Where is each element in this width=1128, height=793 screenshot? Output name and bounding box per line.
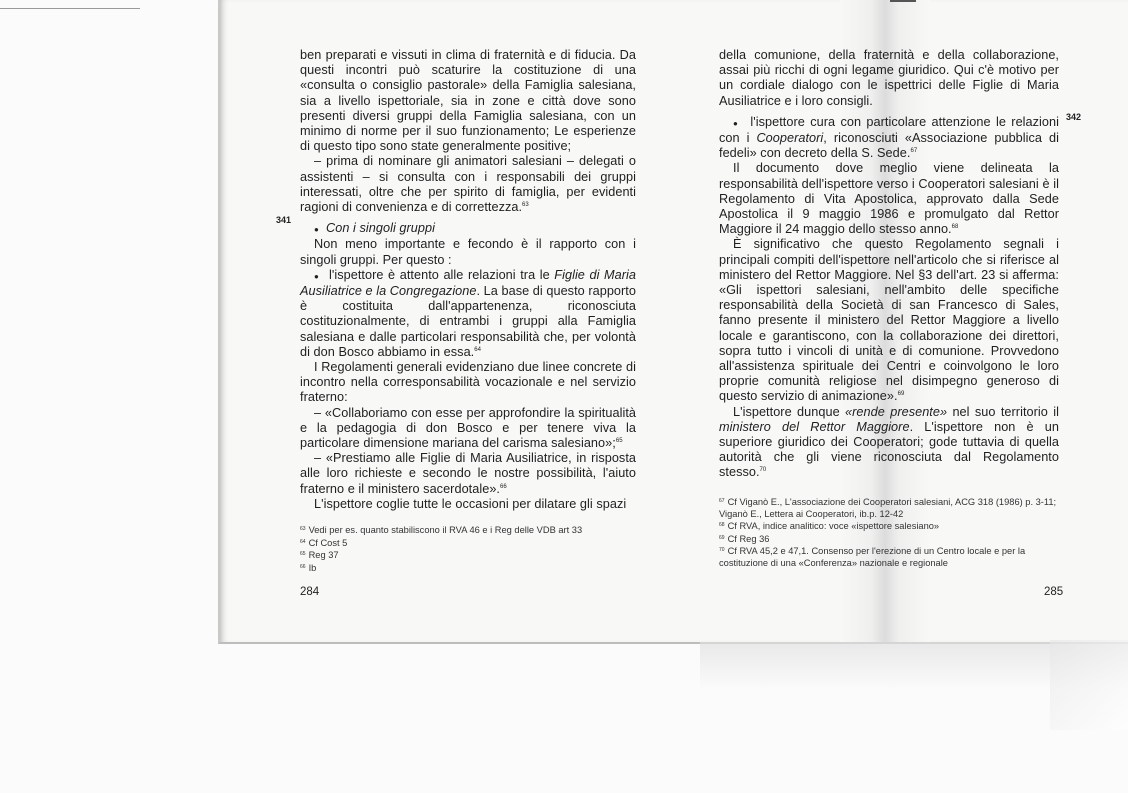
footnote-text: Cf RVA 45,2 e 47,1. Consenso per l'erezione di un Centro locale e per la costituzione di una «Conferenza» nazionale e regionale [719, 546, 1026, 568]
footnote-number: 64 [300, 538, 306, 545]
paragraph: È significativo che questo Regolamento segnali i principali compiti dell'ispettore nell'articolo che si riferisce al ministero del Rettor Maggiore. Nel §3 dell'art. 23 si afferma: «Gli ispettori salesiani, nell'ambito delle specifiche responsabilità della Società di san Francesco di Sales, fanno presente il ministero del Rettor Maggiore a livello locale e garantiscono, con la collaborazione dei direttori, sopra tutto i vincoli di unità e di comunione. Provvedono all'assistenza spirituale dei Centri e coinvolgono le loro proprie comunità religiose nel disimpegno generoso di questo servizio di animazione».$^{69}$ [719, 237, 1059, 404]
corner-shadow [1050, 640, 1128, 730]
footnote-text: Ib [308, 562, 317, 573]
right-margin-number: 342 [1066, 112, 1082, 122]
footnote [300, 562, 636, 575]
footnote-number: 65 [300, 551, 306, 558]
footnote [719, 545, 1059, 569]
left-footnotes [300, 524, 636, 574]
paragraph: ben preparati e vissuti in clima di fraternità e di fiducia. Da questi incontri può scaturire la costituzione di una «consulta o consiglio pastorale» della Famiglia salesiana, sia a livello ispettoriale, sia in zone e città dove sono presenti diversi gruppi della Famiglia salesiana, con un minimo di norme per il suo funzionamento; Le esperienze di questo tipo sono state generalmente positive; [300, 48, 636, 154]
footnote-text: Vedi per es. quanto stabiliscono il RVA 46 e i Reg delle VDB art 33 [308, 525, 583, 535]
footnote-text: Reg 37 [308, 550, 339, 561]
footnote-number: 70 [719, 547, 725, 554]
footnote-number: 68 [719, 522, 725, 529]
footnote-text: Cf Reg 36 [727, 533, 770, 544]
paragraph: ● l'ispettore è attento alle relazioni tra le Figlie di Maria Ausiliatrice e la Congregazione. La base di questo rapporto è costituita dall'appartenenza, riconosciuta costituzionalmente, di entrambi i gruppi alla Famiglia salesiana e dalle particolari responsabilità che, per volontà di don Bosco abbiamo in essa.$^{64}$ [300, 267, 637, 359]
right-footnotes [719, 496, 1059, 570]
spine-mark [890, 0, 916, 14]
left-page-number: 284 [300, 586, 320, 598]
footnote-text: Cf RVA, indice analitico: voce «ispettore salesiano» [727, 521, 940, 532]
footnote [300, 549, 636, 562]
footnote-number: 67 [719, 498, 725, 504]
paragraph: – prima di nominare gli animatori salesiani – delegati o assistenti – si consulta con i responsabili dei gruppi interessati, oltre che per spirito di famiglia, per evidenti ragioni di convenienza e di correttezza.$^{63}$ [300, 154, 636, 215]
paragraph: ● l'ispettore cura con particolare attenzione le relazioni con i Cooperatori, riconosciuti «Associazione pubblica di fedeli» con decreto della S. Sede.$^{67}$ [719, 114, 1059, 161]
right-page-number: 285 [1044, 586, 1064, 598]
footnote-number: 69 [719, 534, 725, 541]
footnote [719, 496, 1059, 520]
footnote [300, 537, 636, 550]
footnote-number: 63 [300, 526, 306, 532]
left-page-text [300, 48, 636, 512]
paragraph: L'ispettore dunque «rende presente» nel suo territorio il ministero del Rettor Maggiore. L'ispettore non è un superiore giuridico dei Cooperatori; gode tuttavia di quella autorità che gli viene riconosciuta dal Regolamento stesso.$^{70}$ [719, 404, 1060, 480]
paragraph: I Regolamenti generali evidenziano due linee concrete di incontro nella corresponsabilità vocazionale e nel servizio fraterno: [300, 360, 636, 405]
footnote [300, 524, 636, 537]
paragraph: Non meno importante e fecondo è il rapporto con i singoli gruppi. Per questo : [300, 237, 636, 267]
footnote [719, 520, 1059, 533]
footnote-number: 66 [300, 563, 306, 570]
paragraph: – «Prestiamo alle Figlie di Maria Ausiliatrice, in risposta alle loro richieste e secondo le nostre possibilità, l'aiuto fraterno e il ministero sacerdotale».$^{66}$ [300, 451, 636, 496]
paragraph: L'ispettore coglie tutte le occasioni per dilatare gli spazi [314, 496, 627, 511]
left-margin-number: 341 [276, 215, 292, 225]
footnote-text: Cf Viganò E., L'associazione dei Cooperatori salesiani, ACG 318 (1986) p. 3-11; Viganò E., Lettera ai Cooperatori, ib.p. 12-42 [719, 497, 1057, 519]
footnote-text: Cf Cost 5 [308, 537, 348, 548]
paragraph: della comunione, della fraternità e della collaborazione, assai più ricchi di ogni legame giuridico. Qui c'è motivo per un cordiale dialogo con le ispettrici delle Figlie di Maria Ausiliatrice e i loro consigli. [719, 48, 1059, 108]
paragraph: Il documento dove meglio viene delineata la responsabilità dell'ispettore verso i Cooperatori salesiani è il Regolamento di Vita Apostolica, approvato dalla Sede Apostolica il 9 maggio 1986 e promulgato dal Rettor Maggiore il 24 maggio dello stesso anno.$^{68}$ [719, 161, 1059, 237]
right-page-text [719, 48, 1059, 481]
paragraph: ● Con i singoli gruppi [314, 221, 435, 236]
footnote [719, 533, 1059, 546]
scan-edge-line [0, 8, 140, 9]
paragraph: – «Collaboriamo con esse per approfondire la spiritualità e la pedagogia di don Bosco e per tenere viva la particolare dimensione mariana del carisma salesiano»;$^{65}$ [300, 405, 636, 451]
